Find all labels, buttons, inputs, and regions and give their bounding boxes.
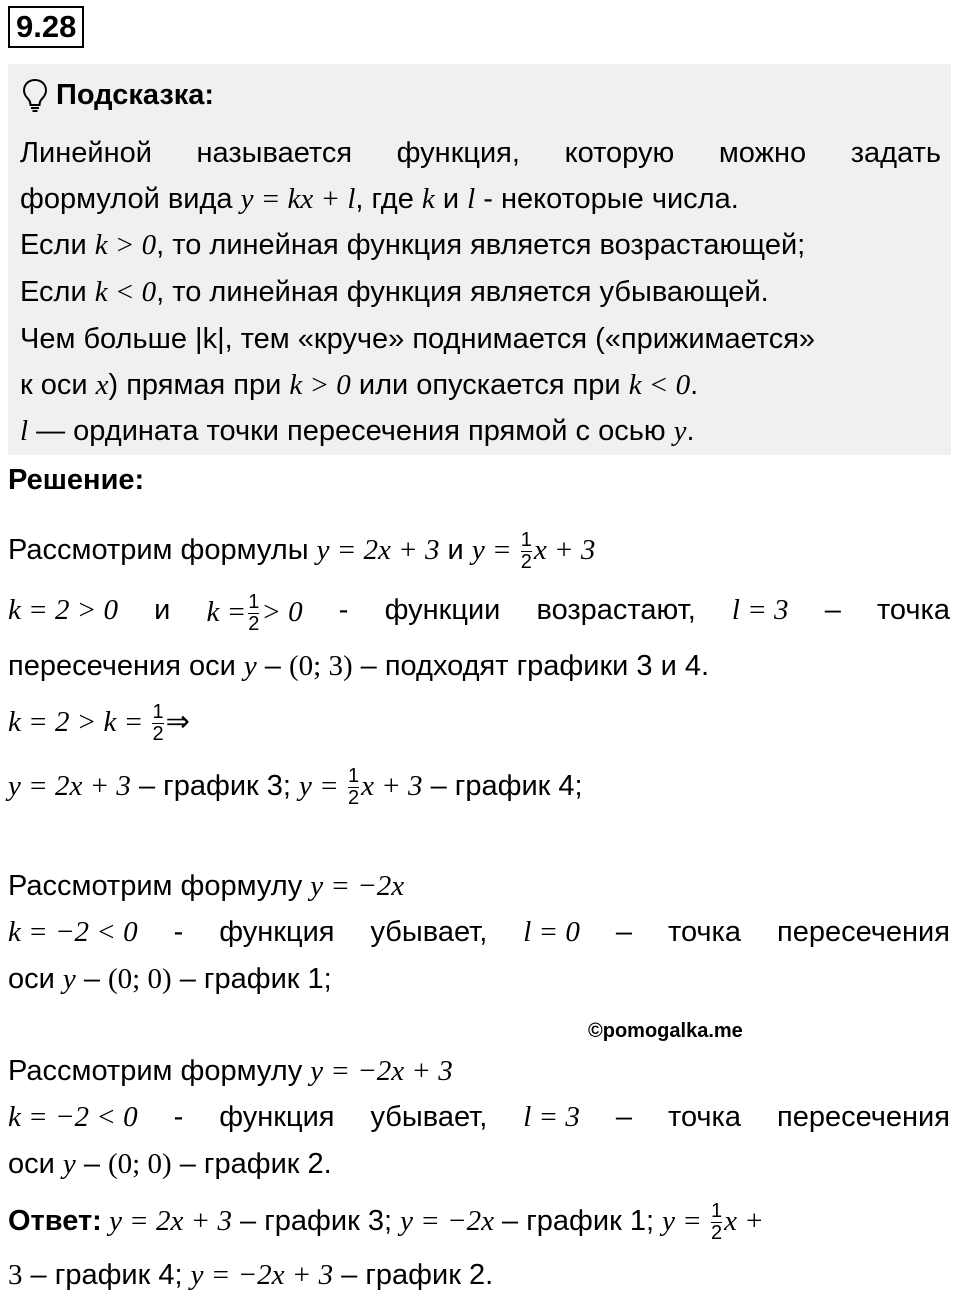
hint-line-5: Чем больше |k|, тем «круче» поднимается («прижимается»: [20, 323, 816, 355]
fraction-half: $\frac{1}{2}$: [711, 1200, 723, 1244]
hint-line-2: формулой вида y = kx + l, где k и l - некоторые числа.: [20, 183, 739, 215]
solution-line-8: оси y – (0; 0) – график 1;: [8, 963, 332, 995]
solution-line-1: Рассмотрим формулы y = 2x + 3 и y = $\frac{1}{2}$ x + 3: [8, 529, 596, 573]
hint-box: [8, 64, 951, 455]
solution-line-2: k = 2 > 0 и k = $\frac{1}{2}$ > 0 - функции возрастают, l = 3 – точка: [8, 591, 950, 635]
hint-line-6: к оси x) прямая при k > 0 или опускается при k < 0.: [20, 369, 699, 401]
solution-line-3: пересечения оси y – (0; 3) – подходят графики 3 и 4.: [8, 650, 710, 682]
watermark: ©pomogalka.me: [588, 1020, 743, 1042]
hint-title: Подсказка:: [56, 78, 215, 111]
hint-line-3: Если k > 0, то линейная функция является возрастающей;: [20, 229, 806, 261]
solution-title: Решение:: [8, 464, 145, 496]
solution-line-4: k = 2 > k = $\frac{1}{2}$ ⇒: [8, 701, 190, 745]
hint-line-4: Если k < 0, то линейная функция является убывающей.: [20, 276, 769, 308]
answer-line-2: 3 – график 4; y = −2x + 3 – график 2.: [8, 1259, 494, 1291]
solution-line-10: k = −2 < 0 - функция убывает, l = 3 – точка пересечения: [8, 1101, 950, 1133]
fraction-half: $\frac{1}{2}$: [152, 701, 164, 745]
solution-line-6: Рассмотрим формулу y = −2x: [8, 870, 405, 902]
lightbulb-icon: [22, 78, 48, 112]
problem-number: 9.28: [8, 6, 84, 48]
hint-line-7: l — ордината точки пересечения прямой с осью y.: [20, 415, 695, 447]
hint-line-1: Линейной называется функция, которую можно задать: [20, 137, 941, 169]
fraction-half: $\frac{1}{2}$: [347, 765, 360, 809]
fraction-half: $\frac{1}{2}$: [248, 591, 260, 635]
solution-line-11: оси y – (0; 0) – график 2.: [8, 1148, 332, 1180]
fraction-half: $\frac{1}{2}$: [520, 529, 532, 573]
answer-line-1: Ответ: y = 2x + 3 – график 3; y = −2x – график 1; y = $\frac{1}{2}$ x +: [8, 1200, 764, 1244]
hint-header: [22, 78, 214, 112]
solution-line-9: Рассмотрим формулу y = −2x + 3: [8, 1055, 453, 1087]
solution-line-5: y = 2x + 3 – график 3; y = $\frac{1}{2}$ x + 3 – график 4;: [8, 765, 583, 809]
answer-label: Ответ:: [8, 1205, 102, 1238]
solution-line-7: k = −2 < 0 - функция убывает, l = 0 – точка пересечения: [8, 916, 950, 948]
